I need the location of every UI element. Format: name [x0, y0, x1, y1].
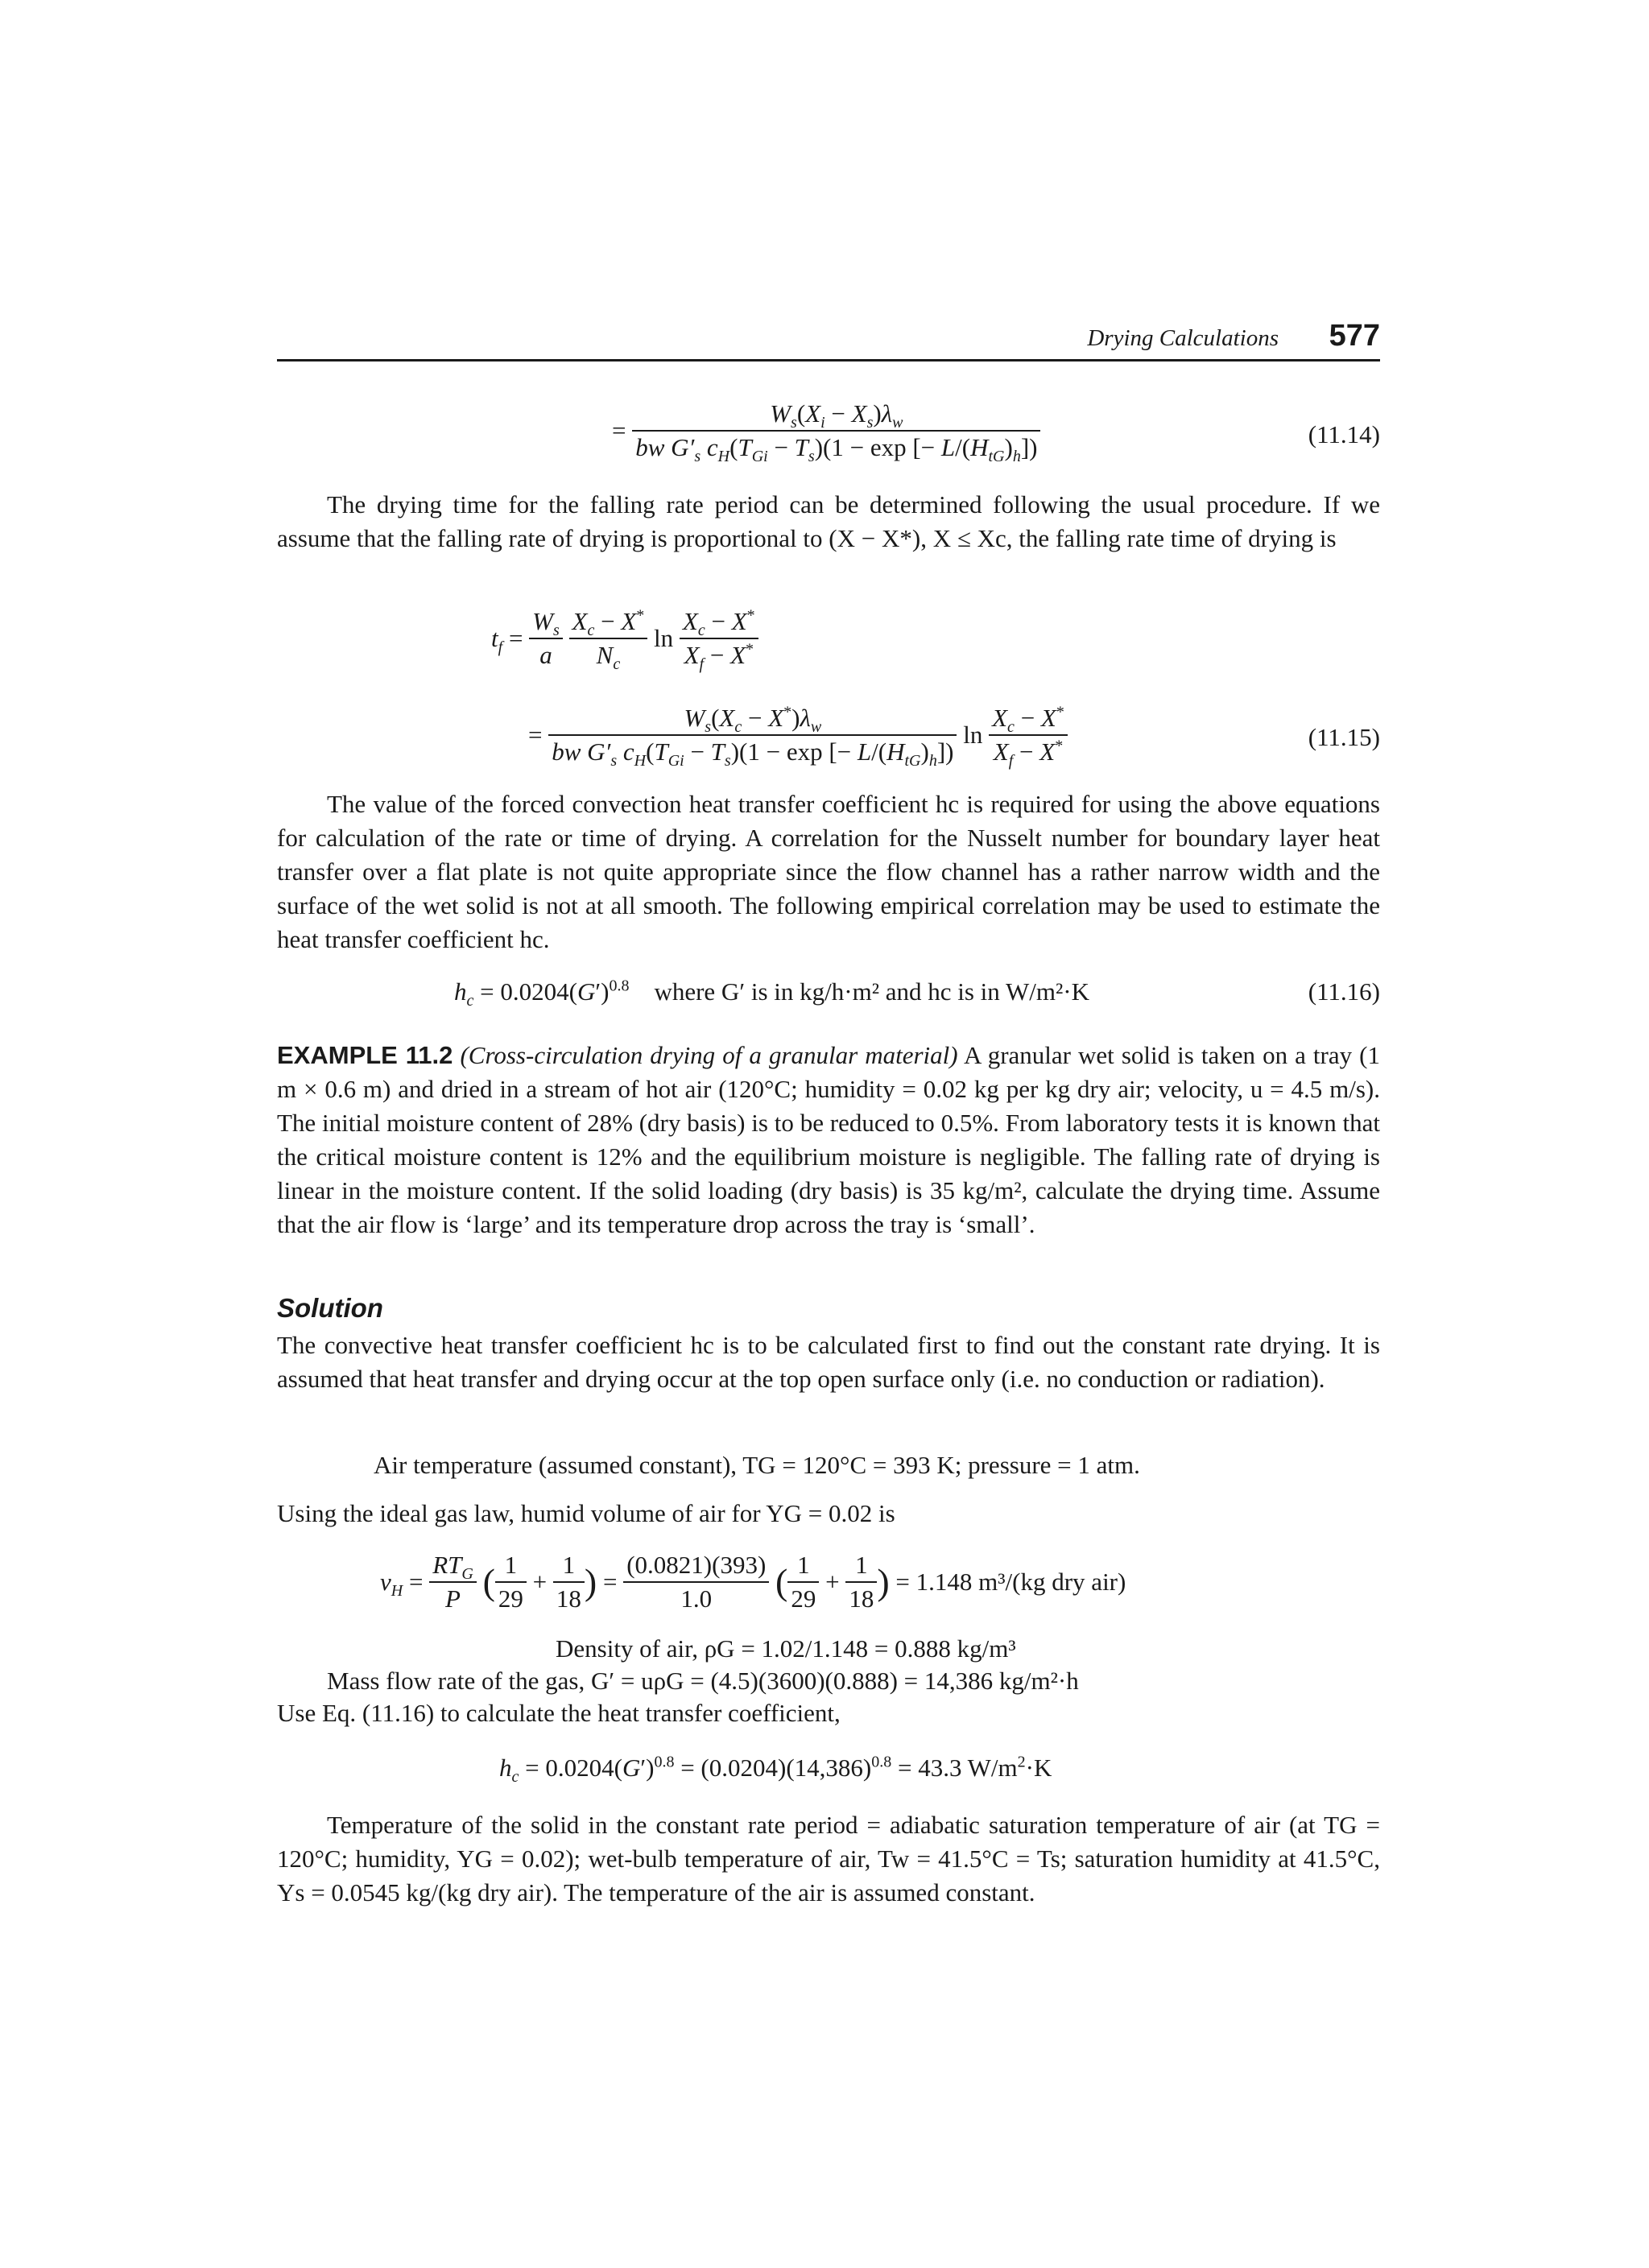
hc-calculation-line: $h_c = 0.0204(G')^{0.8} = (0.0204)(14,386)^{0.8} = 43.3$ $W/m^2\cdot K$ [499, 1753, 1052, 1787]
paragraph-heat-transfer-coefficient: The value of the forced convection heat transfer coefficient hc is required for using the above equations for calculation of the rate or time of drying. A correlation for the Nusselt number for boundary layer heat transfer over a flat plate is not quite appropriate since the flow channel has a rather narrow width and the surface of the wet solid is not at all smooth. The following empirical correlation may be used to estimate the heat transfer coefficient hc. [277, 790, 1380, 953]
equation-number-11-15: (11.15) [1308, 723, 1380, 751]
ideal-gas-line: Using the ideal gas law, humid volume of air for YG = 0.02 is [277, 1499, 895, 1527]
running-header [277, 319, 1380, 362]
equation-number-11-16: (11.16) [1308, 977, 1380, 1006]
example-label: EXAMPLE 11.2 [277, 1041, 453, 1069]
equation-number-11-14: (11.14) [1308, 420, 1380, 448]
mass-flow-line: Mass flow rate of the gas, G′ = uρG = (4.5)(3600)(0.888) = 14,386 kg/m²·h [327, 1667, 1079, 1695]
density-line: Density of air, ρG = 1.02/1.148 = 0.888 kg/m³ [556, 1634, 1016, 1663]
example-11-2 [277, 1039, 1380, 1241]
solution-paragraph-last: Temperature of the solid in the constant rate period = adiabatic saturation temperature of air (at TG = 120°C; humidity, YG = 0.02); wet-bulb temperature of air, Tw = 41.5°C = Ts; saturation humidity at 41.5°C, Ys = 0.0545 kg/(kg dry air). The temperature of the air is assumed constant. [277, 1811, 1380, 1907]
air-temperature-line: Air temperature (assumed constant), TG = 120°C = 393 K; pressure = 1 atm. [374, 1451, 1140, 1479]
equation-humid-volume: $v_H$ = $\frac{RT_G}{P}$ ( $\frac{1}{29}$ + $\frac{1}{18}$ ) = $\frac{(0.0821)(393)}{1.0}$ ( $\frac{1}{29}$ + $\frac{1}{18}$ ) = 1.148 m³/(kg dry air) [380, 1551, 1126, 1613]
equation-11-16: $h_c = 0.0204(G')^{0.8}$ where G′ is in kg/h·m² and hc is in W/m²·K [454, 977, 1089, 1010]
header-rule [277, 359, 1380, 361]
use-equation-line: Use Eq. (11.16) to calculate the heat transfer coefficient, [277, 1699, 841, 1727]
page-number: 577 [1329, 319, 1380, 353]
equation-11-14: = $\frac{W_s(X_i - X_s)\lambda_w}{bw G'_s c_H(T_{Gi} - T_s)(1 - \exp [- L/(H_{tG})_h])}$ [612, 398, 1040, 464]
equation-11-16-units: where G′ is in kg/h·m² and hc is in W/m²·K [654, 977, 1089, 1006]
running-title: Drying Calculations [1087, 325, 1279, 351]
solution-heading: Solution [277, 1293, 383, 1323]
paragraph-falling-rate: The drying time for the falling rate period can be determined following the usual procedure. If we assume that the falling rate of drying is proportional to (X − X*), X ≤ Xc, the falling rate time of drying is [277, 490, 1380, 552]
humid-volume-result: = 1.148 m³/(kg dry air) [895, 1568, 1126, 1596]
example-title: (Cross-circulation drying of a granular material) [460, 1041, 958, 1069]
equation-11-15: = $\frac{W_s(X_c - X^*)\lambda_w}{bw G'_s c_H(T_{Gi} - T_s)(1 - \exp [- L/(H_{tG})_h])}$ ln $\frac{X_c - X^*}{X_f - X^*}$ [528, 702, 1068, 768]
equation-tf: $t_f$ = $\frac{W_s}{a}$ $\frac{X_c - X^*}{N_c}$ ln $\frac{X_c - X^*}{X_f - X^*}$ [491, 605, 758, 671]
example-text: A granular wet solid is taken on a tray (1 m × 0.6 m) and dried in a stream of hot air (120°C; humidity = 0.02 kg per kg dry air; velocity, u = 4.5 m/s). The initial moisture content of 28% (dry basis) is to be reduced to 0.5%. From laboratory tests it is known that the critical moisture content is 12% and the equilibrium moisture is negligible. The falling rate of drying is linear in the moisture content. If the solid loading (dry basis) is 35 kg/m², calculate the drying time. Assume that the air flow is ‘large’ and its temperature drop across the tray is ‘small’. [277, 1041, 1381, 1238]
solution-paragraph-1: The convective heat transfer coefficient hc is to be calculated first to find out the constant rate drying. It is assumed that heat transfer and drying occur at the top open surface only (i.e. no conduction or radiation). [277, 1331, 1380, 1393]
